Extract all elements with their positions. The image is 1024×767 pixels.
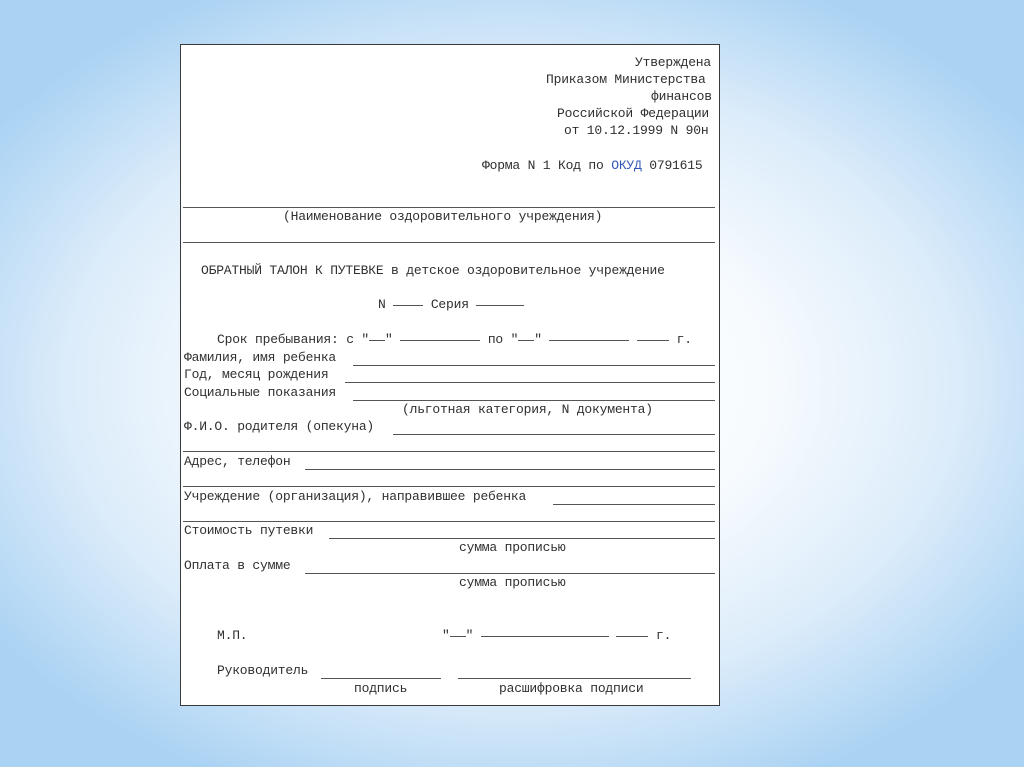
number-label: N [378,297,394,312]
form-code-line [482,158,702,174]
institution-caption: (Наименование оздоровительного учреждения) [283,209,603,224]
child-name-field[interactable] [353,365,715,366]
birth-date-label: Год, месяц рождения [184,367,337,382]
approval-line-5: от 10.12.1999 N 90н [564,123,709,138]
separator-line [183,242,715,243]
okud-link[interactable]: ОКУД [611,158,642,173]
social-label: Социальные показания [184,385,344,400]
approval-line-2: Приказом Министерства [546,72,706,87]
social-field[interactable] [353,400,715,401]
sign-date-quote-open: " [442,628,450,643]
form-title: ОБРАТНЫЙ ТАЛОН К ПУТЕВКЕ в детское оздоровительное учреждение [201,263,665,278]
form-code-prefix: Форма N 1 Код по [482,158,612,173]
form-sheet [180,44,720,706]
head-decoding-field[interactable] [458,678,691,679]
address-field-continuation[interactable] [183,486,715,487]
head-signature-field[interactable] [321,678,441,679]
sign-date-line [442,628,671,644]
social-caption: (льготная категория, N документа) [402,402,653,417]
cost-caption: сумма прописью [459,540,566,555]
stay-to-label: по " [480,332,519,347]
payment-caption: сумма прописью [459,575,566,590]
parent-field-continuation[interactable] [183,451,715,452]
stamp-label: М.П. [217,628,248,643]
child-name-label: Фамилия, имя ребенка [184,350,344,365]
payment-field[interactable] [305,573,715,574]
stay-period-line [217,332,692,348]
payment-label: Оплата в сумме [184,558,299,573]
parent-field[interactable] [393,434,715,435]
institution-sent-field[interactable] [553,504,715,505]
number-series-line [378,297,524,313]
address-field[interactable] [305,469,715,470]
institution-sent-field-continuation[interactable] [183,521,715,522]
decoding-caption: расшифровка подписи [499,681,644,696]
head-label: Руководитель [217,663,316,678]
stay-quote-1: " [385,332,401,347]
approval-line-3: финансов [651,89,712,104]
institution-sent-label: Учреждение (организация), направившее ребенка [184,489,534,504]
approval-line-4: Российской Федерации [557,106,710,121]
parent-label: Ф.И.О. родителя (опекуна) [184,419,382,434]
sign-date-year-suffix: г. [648,628,672,643]
address-label: Адрес, телефон [184,454,299,469]
approval-line-1: Утверждена [635,55,712,70]
cost-field[interactable] [329,538,715,539]
cost-label: Стоимость путевки [184,523,321,538]
institution-name-line [183,207,715,208]
form-code-value: 0791615 [641,158,703,173]
signature-caption: подпись [354,681,408,696]
sign-date-quote-close: " [465,628,481,643]
birth-date-field[interactable] [345,382,715,383]
stay-year-suffix: г. [669,332,692,347]
series-label: Серия [430,297,477,312]
stay-label: Срок пребывания: с " [217,332,370,347]
stay-quote-2: " [534,332,550,347]
